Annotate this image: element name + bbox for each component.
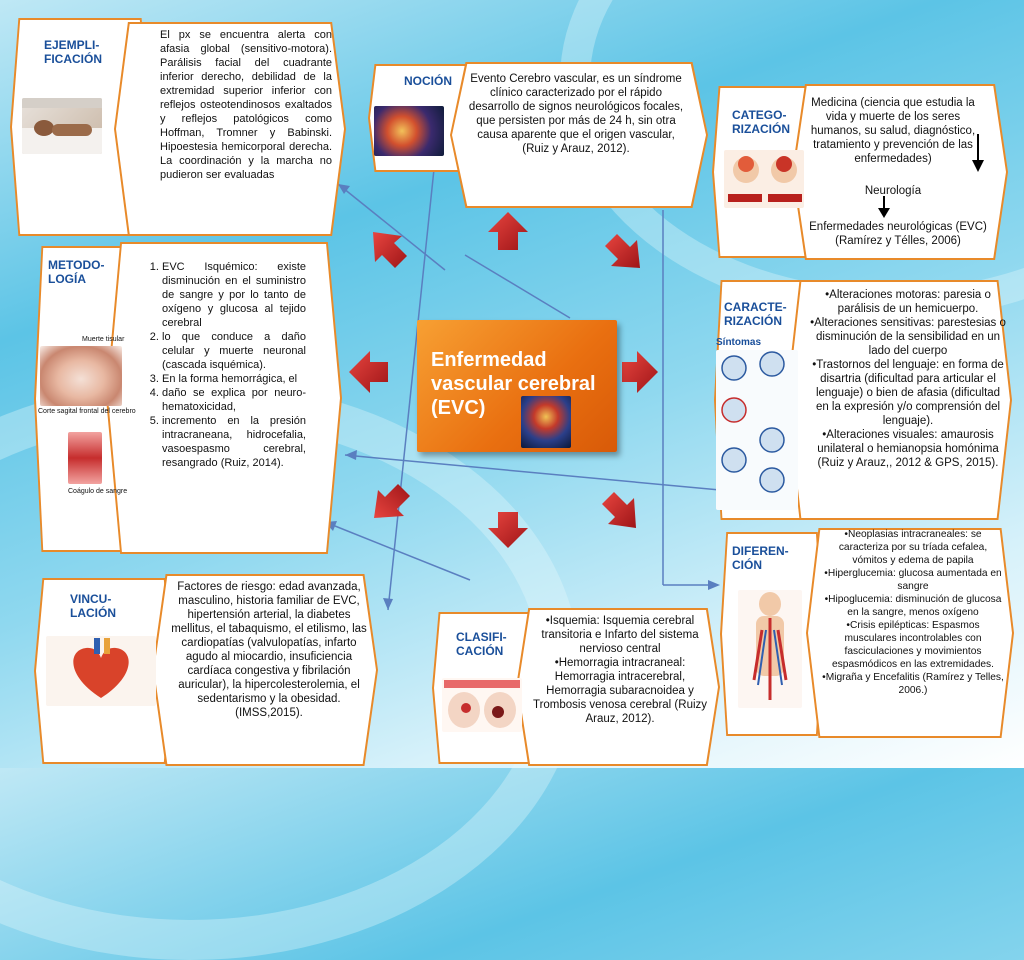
categorizacion-text1: Medicina (ciencia que estudia la vida y muerte de los seres humanos, su salud, diagnóstico, tratamiento y prevención de las enfermedades) <box>810 97 976 165</box>
panel-label: CLASIFI- CACIÓN <box>456 630 507 658</box>
brain-section-image <box>40 346 122 406</box>
list-item: •Alteraciones sensitivas: parestesias o disminución de la sensibilidad en un lado del cuerpo <box>810 317 1006 357</box>
list-item: •Hemorragia intracraneal: Hemorragia intracerebral, Hemorragia subaracnoidea y Trombosis venosa cerebral (Ruizy Arauz, 2012). <box>532 657 708 725</box>
list-item: 5. incremento en la presión intracraneana, hidrocefalia, vasoespasmo cerebral, resangrado (Ruiz, 2014). <box>162 414 306 470</box>
central-title: Enfermedad vascular cerebral (EVC) <box>431 349 596 419</box>
list-item: •Trastornos del lenguaje: en forma de disartria (dificultad para articular el lenguaje) o bien de afasia (dificultad en la expresión y/o comprensión del lenguaje). <box>812 359 1004 427</box>
panel-categorizacion <box>712 84 1012 260</box>
panel-metodologia <box>34 242 344 554</box>
caracterizacion-list <box>810 288 1006 470</box>
symptoms-image-title: Síntomas <box>716 337 762 348</box>
list-item: •Isquemia: Isquemia cerebral transitoria e Infarto del sistema nervioso central <box>541 615 699 655</box>
heart-diagram-image <box>46 636 156 706</box>
arrow-up-left <box>373 232 407 268</box>
blood-clot-image <box>68 432 102 484</box>
list-item: •Migraña y Encefalitis (Ramírez y Telles, 2006.) <box>822 672 1004 696</box>
panel-diferenciacion <box>720 528 1016 738</box>
list-item: •Alteraciones visuales: amaurosis unilateral o hemianopsia homónima (Ruiz y Arauz,, 2012 & GPS, 2015). <box>817 429 999 469</box>
body-circulation-image <box>738 590 802 708</box>
metodologia-img-caption: Muerte tisular <box>82 336 125 343</box>
panel-label: VINCU- LACIÓN <box>70 592 116 620</box>
vinculacion-text: Factores de riesgo: edad avanzada, masculino, historia familiar de EVC, hipertensión arterial, la diabetes mellitus, el tabaquismo, el etilismo, las cardiopatías (valvulopatías, infarto agudo al miocardio, insuficiencia cardíaca congestiva y fibrilación auricular), la hipercolesterolemia, el sedentarismo y la obesidad. (IMSS,2015). <box>171 581 367 719</box>
central-head-image <box>521 396 571 448</box>
ejemplificacion-text: El px se encuentra alerta con afasia global (sensitivo-motora). Parálisis facial del cuadrante inferior derecho, debilidad de la extremidad superior inferior con reflejos osteotendinosos exaltados y reflejos patológicos como Hoffman, Tromner y Babinski. Hipoestesia hemicorporal derecha. La coordinación y la marcha no pudieron ser evaluadas <box>160 29 332 181</box>
diferenciacion-list <box>822 528 1004 697</box>
list-item: •Neoplasias intracraneales: se caracteriza por su tríada cefalea, vómitos y edema de papila <box>838 529 988 566</box>
list-item: 2. lo que conduce a daño celular y muerte neuronal (cascada isquémica). <box>162 330 306 372</box>
list-item: 3. En la forma hemorrágica, el <box>162 372 306 386</box>
panel-vinculacion <box>34 574 378 766</box>
nocion-text: Evento Cerebro vascular, es un síndrome clínico caracterizado por el rápido desarrollo de signos neurológicos focales, que persisten por más de 24 h, sin otra causa aparente que el origen vascular, (Ruiz y Arauz, 2012). <box>468 73 684 155</box>
arrow-up-right <box>605 234 640 268</box>
metodologia-list <box>140 260 306 470</box>
arrow-down-right <box>602 492 636 528</box>
arrow-up <box>488 212 528 250</box>
panel-label: NOCIÓN <box>404 74 452 88</box>
categorizacion-text3: Enfermedades neurológicas (EVC) (Ramírez y Télles, 2006) <box>809 221 987 247</box>
stroke-types-image <box>442 678 522 732</box>
metodologia-img-caption: Coágulo de sangre <box>68 488 128 495</box>
list-item: •Hipoglucemia: disminución de glucosa en la sangre, menos oxígeno <box>824 594 1002 618</box>
categorizacion-text2: Neurología <box>864 185 922 197</box>
arrow-left <box>349 351 388 393</box>
patient-photo <box>22 98 102 154</box>
list-item: 1. EVC Isquémico: existe disminución en el suministro de sangre y por lo tanto de oxígeno y glucosa al tejido cerebral <box>162 260 306 330</box>
panel-label: METODO- LOGÍA <box>48 258 105 286</box>
metodologia-img-caption: Corte sagital frontal del cerebro <box>38 408 136 415</box>
clasificacion-list <box>528 614 712 726</box>
arrow-right <box>622 351 658 393</box>
arrow-down <box>488 512 528 548</box>
list-item: •Crisis epilépticas: Espasmos musculares incontrolables con fasciculaciones y movimientos espasmódicos en las extremidades. <box>832 620 994 670</box>
panel-clasificacion <box>432 608 720 766</box>
panel-label: CARACTE- RIZACIÓN <box>724 300 787 328</box>
black-down-arrows <box>712 84 1012 260</box>
list-item: 4. daño se explica por neuro-hematoxicidad, <box>162 386 306 414</box>
list-item: •Hiperglucemia: glucosa aumentada en sangre <box>824 568 1002 592</box>
central-topic <box>417 320 617 452</box>
panel-label: EJEMPLI- FICACIÓN <box>44 38 102 66</box>
panel-caracterizacion <box>714 280 1014 520</box>
arrow-down-left <box>374 484 410 518</box>
panel-nocion <box>368 62 708 212</box>
list-item: •Alteraciones motoras: paresia o parálisis de un hemicuerpo. <box>825 289 991 315</box>
panel-label: CATEGO- RIZACIÓN <box>732 108 790 136</box>
panel-ejemplificacion <box>10 18 338 240</box>
symptoms-illustration <box>716 350 798 510</box>
panel-label: DIFEREN- CIÓN <box>732 544 789 572</box>
brain-image <box>374 106 444 156</box>
